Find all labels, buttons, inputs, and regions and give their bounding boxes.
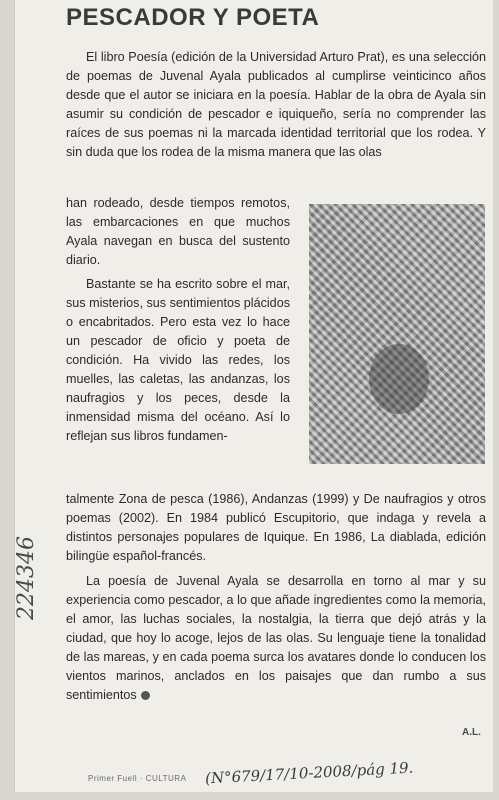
article-headline: PESCADOR Y POETA (66, 4, 320, 31)
handwritten-reference: (N°679/17/10-2008/pág 19. (204, 758, 414, 788)
book-cover-photo (309, 204, 485, 464)
author-initials: A.L. (462, 727, 481, 738)
paragraph-2-continued: talmente Zona de pesca (1986), Andanzas (1999) y De naufragios y otros poemas (2002). En 1984 publicó Escupitorio, que indaga y revela a distintos personajes populares de Iquique. En 1986, La diablada, edición bilingüe español-francés. (66, 492, 486, 563)
paragraph-3-text: La poesía de Juvenal Ayala se desarrolla en torno al mar y su experiencia como pescador, a lo que añade ingredientes como la memoria, el amor, las luchas sociales, la nostalgia, la tierra que dejó atrás y la ciudad, que hoy lo acoge, lejos de las olas. Su lenguaje tiene la tonalidad de las mareas, y en cada poema surca los avatares donde lo conducen los vientos marinos, anclados en los paisajes que dan rumbo a sus sentimientos (66, 574, 486, 702)
handwritten-side-number: 224346 (14, 536, 39, 620)
paragraph-1-continued: han rodeado, desde tiempos remotos, las embarcaciones en que muchos Ayala navegan en busca del sustento diario. (66, 196, 290, 267)
footer-section-label: Primer Fuell · CULTURA (88, 774, 187, 783)
paragraph-2: Bastante se ha escrito sobre el mar, sus misterios, sus sentimientos plácidos o encabritados. Pero esta vez lo hace un pescador de oficio y poeta de condición. Ha vivido las redes, los muelles, las caletas, las andanzas, los naufragios y los peces, desde la inmensidad misma del océano. Así lo reflejan sus libros fundamen- (66, 277, 290, 443)
photo-shadow-figure (369, 344, 429, 414)
paragraph-3 (66, 572, 486, 705)
end-bullet-icon (141, 691, 150, 700)
paragraph-1: El libro Poesía (edición de la Universidad Arturo Prat), es una selección de poemas de Juvenal Ayala publicados al cumplirse veinticinco años desde que el autor se iniciara en la poesía. Hablar de la obra de Ayala sin asumir su condición de pescador e iquiqueño, sería no comprender las raíces de sus poemas ni la marcada identidad territorial que los rodea. Y sin duda que los rodea de la misma manera que las olas (66, 50, 486, 159)
